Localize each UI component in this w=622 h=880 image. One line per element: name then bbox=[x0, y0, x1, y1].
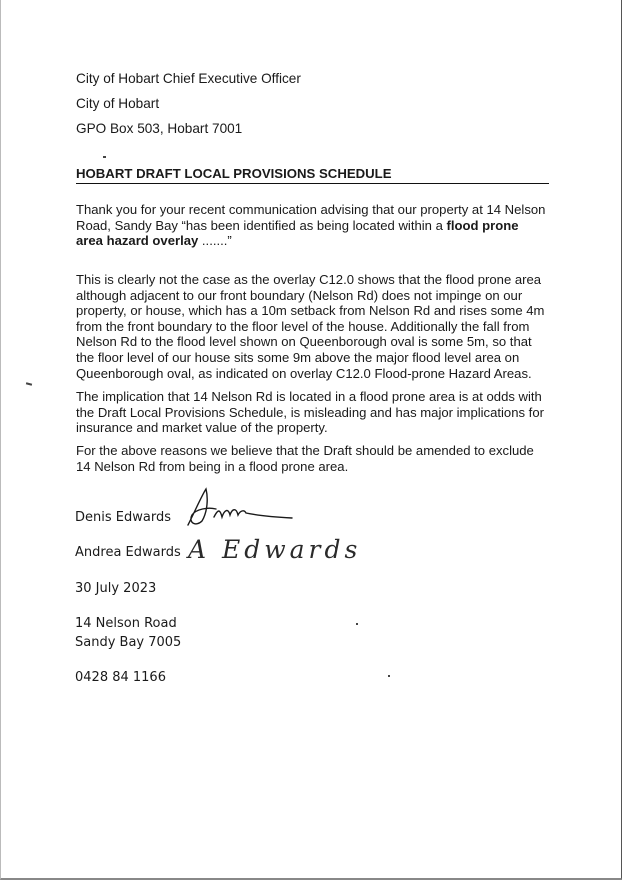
paragraph-2: This is clearly not the case as the overlay C12.0 shows that the flood prone area although adjacent to our front boundary (Nelson Rd) does not impinge on our property, or house, which has a 10m setback from Nelson Rd and rises some 4m from the front boundary to the floor level of the house. Additionally the fall from Nelson Rd to the flood level shown on Queenborough oval is some 5m, so that the floor level of our house sits some 9m above the major flood level area on Queenborough oval, as indicated on overlay C12.0 Flood-prone Hazard Areas. bbox=[76, 272, 545, 381]
sender-address-line-2: Sandy Bay 7005 bbox=[75, 635, 182, 650]
signature-denis bbox=[182, 487, 297, 532]
paragraph-1 bbox=[76, 202, 548, 249]
recipient-line-2: City of Hobart bbox=[76, 96, 160, 111]
paragraph-1-text: Thank you for your recent communication advising that our property at 14 Nelson Road, Sandy Bay “has been identified as being located within a bbox=[76, 202, 546, 233]
scan-speck bbox=[103, 156, 106, 158]
phone-number: 0428 84 1166 bbox=[75, 670, 166, 685]
signature-andrea bbox=[186, 534, 366, 564]
recipient-line-1: City of Hobart Chief Executive Officer bbox=[76, 71, 301, 86]
paragraph-1-end: .......” bbox=[198, 233, 232, 249]
letter-date: 30 July 2023 bbox=[75, 581, 157, 596]
sender-address-line-1: 14 Nelson Road bbox=[75, 616, 177, 631]
signatory-name-2: Andrea Edwards bbox=[75, 545, 181, 560]
paragraph-4: For the above reasons we believe that the Draft should be amended to exclude 14 Nelson Rd from being in a flood prone area. bbox=[76, 443, 534, 474]
paragraph-3: The implication that 14 Nelson Rd is located in a flood prone area is at odds with the Draft Local Provisions Schedule, is misleading and has major implications for insurance and market value of the property. bbox=[76, 389, 544, 436]
signature-andrea-text: A Edwards bbox=[188, 535, 362, 564]
signatory-name-1: Denis Edwards bbox=[75, 510, 171, 525]
scan-speck bbox=[356, 623, 358, 625]
recipient-line-3: GPO Box 503, Hobart 7001 bbox=[76, 121, 243, 136]
scan-speck bbox=[388, 675, 390, 677]
paragraph-1-bold: flood prone area hazard overlay bbox=[76, 217, 519, 249]
document-heading: HOBART DRAFT LOCAL PROVISIONS SCHEDULE bbox=[76, 166, 549, 184]
